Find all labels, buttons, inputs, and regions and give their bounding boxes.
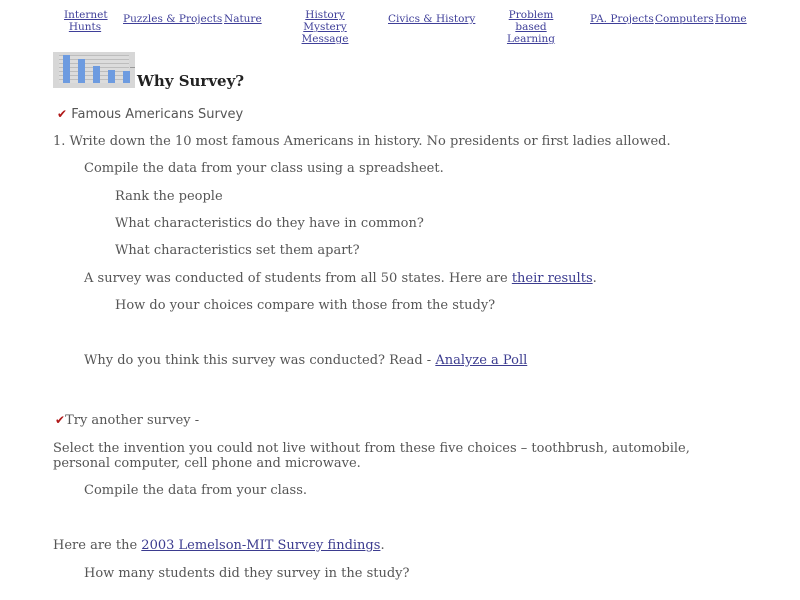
- their-results-link[interactable]: their results: [511, 271, 593, 286]
- apart-characteristics-text: What characteristics set them apart?: [115, 243, 360, 258]
- nav-nature[interactable]: [224, 13, 262, 25]
- nav-pa-projects[interactable]: [590, 13, 654, 25]
- checkmark-icon: ✔: [57, 107, 68, 121]
- top-navigation: [0, 8, 800, 45]
- nav-puzzles-projects[interactable]: [123, 13, 222, 25]
- chart-bar: [123, 71, 130, 83]
- nav-problem-based-learning[interactable]: [493, 9, 569, 45]
- how-many-students-question: How many students did they survey in the study?: [84, 566, 410, 581]
- nav-label: Learning: [506, 33, 556, 45]
- period: .: [592, 271, 597, 286]
- nav-label: Nature: [224, 13, 262, 25]
- compile-class-text: Compile the data from your class.: [84, 483, 308, 498]
- findings-paragraph: [53, 538, 385, 553]
- decorative-line: [130, 67, 135, 68]
- survey-results-paragraph: [84, 271, 597, 286]
- select-invention-line-2: personal computer, cell phone and microwave.: [53, 456, 361, 471]
- findings-text: Here are the: [53, 538, 142, 553]
- nav-label: Civics & History: [388, 13, 476, 25]
- checkmark-icon: ✔: [55, 413, 66, 427]
- nav-label: Message: [301, 33, 349, 45]
- period: .: [380, 538, 385, 553]
- nav-label: Internet: [64, 9, 108, 21]
- chart-bar: [93, 66, 100, 83]
- nav-history-mystery-message[interactable]: [283, 9, 367, 45]
- section-heading-try-another-survey: [55, 413, 199, 428]
- common-characteristics-text: What characteristics do they have in common?: [115, 216, 424, 231]
- section-heading-text: Try another survey -: [65, 413, 200, 428]
- nav-civics-history[interactable]: [388, 13, 475, 25]
- lemelson-mit-survey-link[interactable]: 2003 Lemelson-MIT Survey findings: [141, 538, 381, 553]
- compile-spreadsheet-text: Compile the data from your class using a spreadsheet.: [84, 161, 444, 176]
- nav-label: Computers: [655, 13, 714, 25]
- nav-computers[interactable]: [655, 13, 714, 25]
- instruction-1: 1. Write down the 10 most famous Americans in history. No presidents or first ladies allowed.: [53, 134, 671, 149]
- bar-chart-image: [53, 52, 135, 88]
- nav-label: Problem based: [508, 9, 554, 33]
- nav-internet-hunts[interactable]: [64, 9, 106, 33]
- chart-bar: [78, 59, 85, 83]
- nav-label: Hunts: [68, 21, 102, 33]
- rank-people-text: Rank the people: [115, 189, 223, 204]
- why-conducted-paragraph: [84, 353, 527, 368]
- section-heading-famous-americans: [57, 107, 243, 122]
- analyze-a-poll-link[interactable]: Analyze a Poll: [435, 353, 528, 368]
- select-invention-line-1: Select the invention you could not live without from these five choices – toothbrush, automobile,: [53, 441, 690, 456]
- nav-label: PA. Projects: [590, 13, 654, 25]
- page-title: Why Survey?: [137, 72, 245, 90]
- nav-label: Puzzles & Projects: [123, 13, 223, 25]
- compare-question: How do your choices compare with those from the study?: [115, 298, 496, 313]
- chart-bar: [108, 70, 115, 83]
- chart-bar: [63, 55, 70, 83]
- nav-label: Home: [715, 13, 747, 25]
- nav-home[interactable]: [715, 13, 747, 25]
- why-conducted-text: Why do you think this survey was conducted? Read -: [84, 353, 436, 368]
- survey-results-text: A survey was conducted of students from all 50 states. Here are: [84, 271, 512, 286]
- section-heading-text: Famous Americans Survey: [71, 107, 244, 122]
- nav-label: History Mystery: [303, 9, 347, 33]
